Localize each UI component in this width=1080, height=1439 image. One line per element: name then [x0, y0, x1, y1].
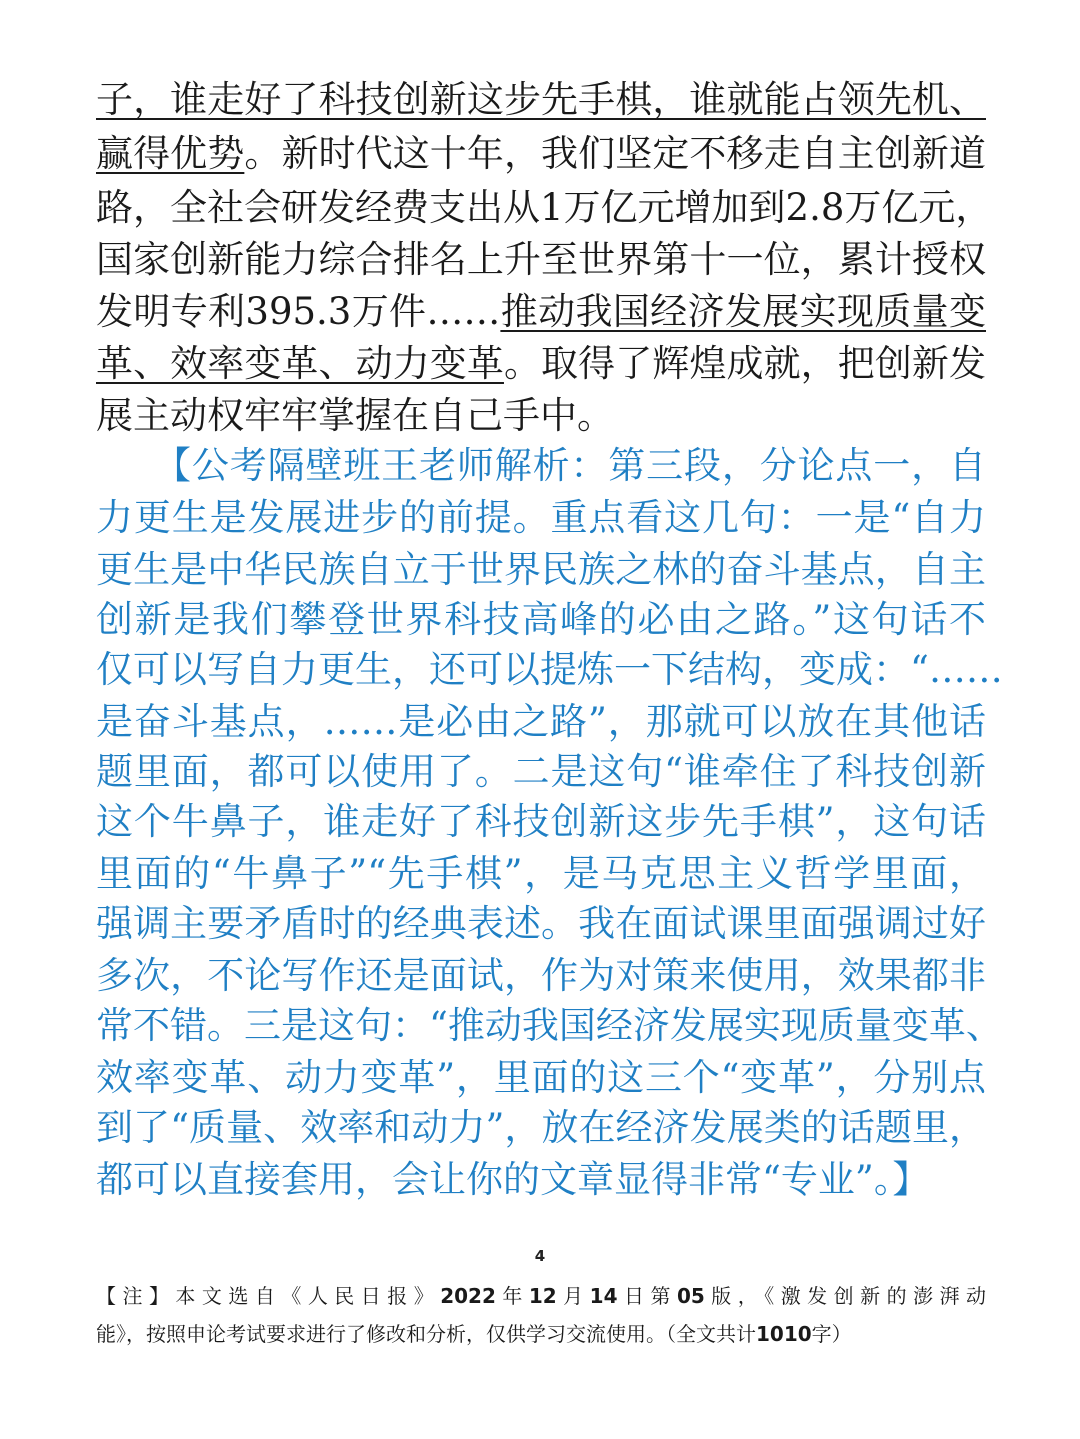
analysis-line: 强调主要矛盾时的经典表述。我在面试课里面强调过好: [96, 902, 986, 945]
analysis-line: 都可以直接套用，会让你的文章显得非常“专业”。】: [96, 1158, 930, 1201]
note-text: 年: [495, 1284, 529, 1308]
analysis-line: 创新是我们攀登世界科技高峰的必由之路。”这句话不: [96, 598, 986, 641]
note-text: 月: [556, 1284, 590, 1308]
note-text: 版，《激发创新的澎湃动: [704, 1284, 987, 1308]
body-line: [96, 128, 986, 180]
note-month: 12: [528, 1284, 557, 1308]
analysis-line: 题里面，都可以使用了。二是这句“谁牵住了科技创新: [96, 750, 986, 793]
body-line: [96, 286, 986, 338]
underlined-phrase: 赢得优势: [96, 132, 245, 175]
page-number: 4: [534, 1247, 546, 1265]
body-line: [96, 74, 986, 126]
analysis-line: 是奋斗基点，……是必由之路”，那就可以放在其他话: [96, 700, 986, 743]
analysis-line: 常不错。三是这句：“推动我国经济发展实现质量变革、: [96, 1004, 1003, 1047]
note-text: 【注】本文选自《人民日报》: [96, 1284, 441, 1308]
analysis-line: 这个牛鼻子，谁走好了科技创新这步先手棋”，这句话: [96, 800, 986, 843]
analysis-line: 力更生是发展进步的前提。重点看这几句：一是“自力: [96, 496, 986, 539]
analysis-line: 里面的“牛鼻子”“先手棋”，是马克思主义哲学里面，: [96, 852, 986, 895]
underlined-phrase: 推动我国经济发展实现质量变: [500, 290, 986, 333]
note-day: 14: [589, 1284, 618, 1308]
underlined-phrase: 革、效率变革、动力变革: [96, 342, 504, 385]
footnote-line: [96, 1318, 986, 1350]
body-text: 。新时代这十年，我们坚定不移走自主创新道: [244, 132, 987, 175]
body-text: 发明专利395.3万件……: [96, 290, 501, 333]
body-line: [96, 338, 986, 390]
analysis-line: 到了“质量、效率和动力”，放在经济发展类的话题里，: [96, 1106, 986, 1149]
body-line: 路，全社会研发经费支出从1万亿元增加到2.8万亿元，: [96, 186, 993, 229]
analysis-line: 多次，不论写作还是面试，作为对策来使用，效果都非: [96, 954, 986, 997]
note-edition: 05: [676, 1284, 705, 1308]
note-year: 2022: [440, 1284, 496, 1308]
note-text: 日第: [617, 1284, 677, 1308]
note-text: 能》，按照申论考试要求进行了修改和分析，仅供学习交流使用。（全文共计: [96, 1322, 756, 1346]
body-line: 展主动权牢牢掌握在自己手中。: [96, 394, 614, 437]
body-line: 国家创新能力综合排名上升至世界第十一位，累计授权: [96, 238, 986, 281]
underlined-phrase: 子，谁走好了科技创新这步先手棋，谁就能占领先机、: [96, 78, 986, 121]
note-text: 字）: [811, 1322, 852, 1346]
analysis-line: 【公考隔壁班王老师解析：第三段，分论点一，自: [154, 444, 986, 487]
footnote-line: [96, 1280, 986, 1312]
body-text: 。取得了辉煌成就，把创新发: [503, 342, 987, 385]
analysis-line: 效率变革、动力变革”，里面的这三个“变革”，分别点: [96, 1056, 986, 1099]
analysis-line: 仅可以写自力更生，还可以提炼一下结构，变成：“……: [96, 648, 1003, 691]
analysis-line: 更生是中华民族自立于世界民族之林的奋斗基点，自主: [96, 548, 986, 591]
note-word-count: 1010: [756, 1322, 812, 1346]
